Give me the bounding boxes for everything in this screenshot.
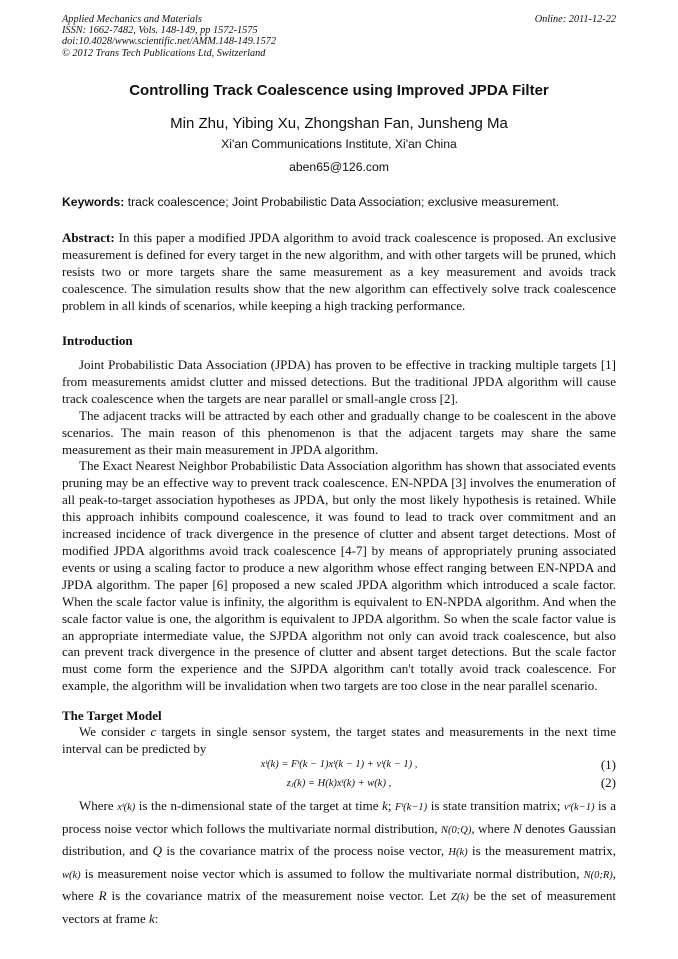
equation-2 (62, 775, 616, 793)
equation-2-number: (2) (600, 775, 616, 790)
keywords (62, 195, 616, 209)
doi-line: doi:10.4028/www.scientific.net/AMM.148-149.1572 (62, 36, 277, 48)
where-paragraph: Where xᵗ(k) is the n-dimensional state of the target at time k; Fᵗ(k−1) is state transition matrix; vᵗ(k−1) is a process noise vector which follows the multivariate normal distribution, N(0;Q), where N denotes Gaussian distribution, and Q is the covariance matrix of the process noise vector, H(k) is the measurement matrix, w(k) is measurement noise vector which is assumed to follow the multivariate normal distribution, N(0;R), where R is the covariance matrix of the measurement noise vector. Let Z(k) be the set of measurement vectors at frame k: (62, 798, 616, 926)
abstract (62, 230, 616, 315)
journal-name: Applied Mechanics and Materials (62, 14, 202, 25)
target-model-intro (62, 724, 616, 758)
abstract-text: In this paper a modified JPDA algorithm to avoid track coalescence is proposed. An exclusive measurement is defined for every target in the new algorithm, and with other targets will be pruned, which resists two or more targets share the same measurement as a key measurement and avoids track coalescence. The simulation results show that the new algorithm can effectively solve track coalescence problem in all kinds of scenarios, while keeping a high tracking performance. (62, 230, 616, 313)
paragraph: The Exact Nearest Neighbor Probabilistic Data Association algorithm has shown that associated events pruning may be an effective way to prevent track coalescence. EN-NPDA [3] involves the enumeration of all peak-to-target association hypotheses as JPDA, but only the most likely hypothesis is retained. While this approach inhibits compound coalescence, it was found to lead to track over commitment and an increased incidence of track divergence in the presence of clutter and absent target detections. Most of modified JPDA algorithms avoid track coalescence [4-7] by means of appropriately pruning associated events or using a scaling factor to produce a new algorithm whose effect ranging between EN-NPDA and JPDA algorithm. The paper [6] proposed a new scaled JPDA algorithm which introduced a scale factor. When the scale factor value is infinity, the algorithm is equivalent to EN-NPDA algorithm. And when the scale factor value is one, the algorithm is equivalent to JPDA algorithm. So when the scale factor value is an appropriate intermediate value, the SJPDA algorithm not only can avoid track coalescence, but also can prevent track divergence in the presence of clutter and absent target detections. But the scale factor must come form the experience and the SJPDA algorithm can't totally avoid track coalescence. For example, the algorithm will be invalidation when two targets are too close in the near parallel scenario. (62, 458, 616, 694)
section-heading-introduction: Introduction (62, 333, 133, 348)
section-heading-target-model: The Target Model (62, 708, 162, 723)
author-list: Min Zhu, Yibing Xu, Zhongshan Fan, Junsheng Ma (170, 115, 508, 132)
paragraph: We consider c targets in single sensor system, the target states and measurements in the next time interval can be predicted by (62, 724, 616, 756)
author-email: aben65@126.com (289, 160, 389, 174)
paragraph: The adjacent tracks will be attracted by each other and gradually change to be coalescent in the above scenarios. The main reason of this phenomenon is that the adjacent targets may share the same measurement as their main measurement in JPDA algorithm. (62, 407, 616, 457)
paragraph: Joint Probabilistic Data Association (JPDA) has proven to be effective in tracking multiple targets [1] from measurements amidst clutter and missed detections. But the traditional JPDA algorithm will cause track coalescence when the targets are near parallel or small-angle cross [2]. (62, 357, 616, 406)
equation-2-body: zⱼ(k) = H(k)xᵗ(k) + w(k) , (286, 778, 392, 789)
copyright-line: © 2012 Trans Tech Publications Ltd, Switzerland (62, 47, 266, 59)
abstract-label: Abstract: (62, 230, 115, 245)
online-date: Online: 2011-12-22 (534, 14, 616, 25)
equation-1-body: xᵗ(k) = Fᵗ(k − 1)xᵗ(k − 1) + vᵗ(k − 1) , (260, 759, 418, 770)
equation-1-number: (1) (600, 757, 616, 772)
issn-line: ISSN: 1662-7482, Vols. 148-149, pp 1572-1575 (62, 25, 258, 37)
introduction-body (62, 357, 616, 695)
journal-header (62, 14, 616, 59)
affiliation: Xi'an Communications Institute, Xi'an China (221, 137, 457, 151)
equation-1 (62, 757, 616, 775)
keywords-label: Keywords: (62, 195, 125, 209)
paper-title: Controlling Track Coalescence using Improved JPDA Filter (129, 82, 549, 99)
keywords-text: track coalescence; Joint Probabilistic Data Association; exclusive measurement. (124, 195, 560, 209)
